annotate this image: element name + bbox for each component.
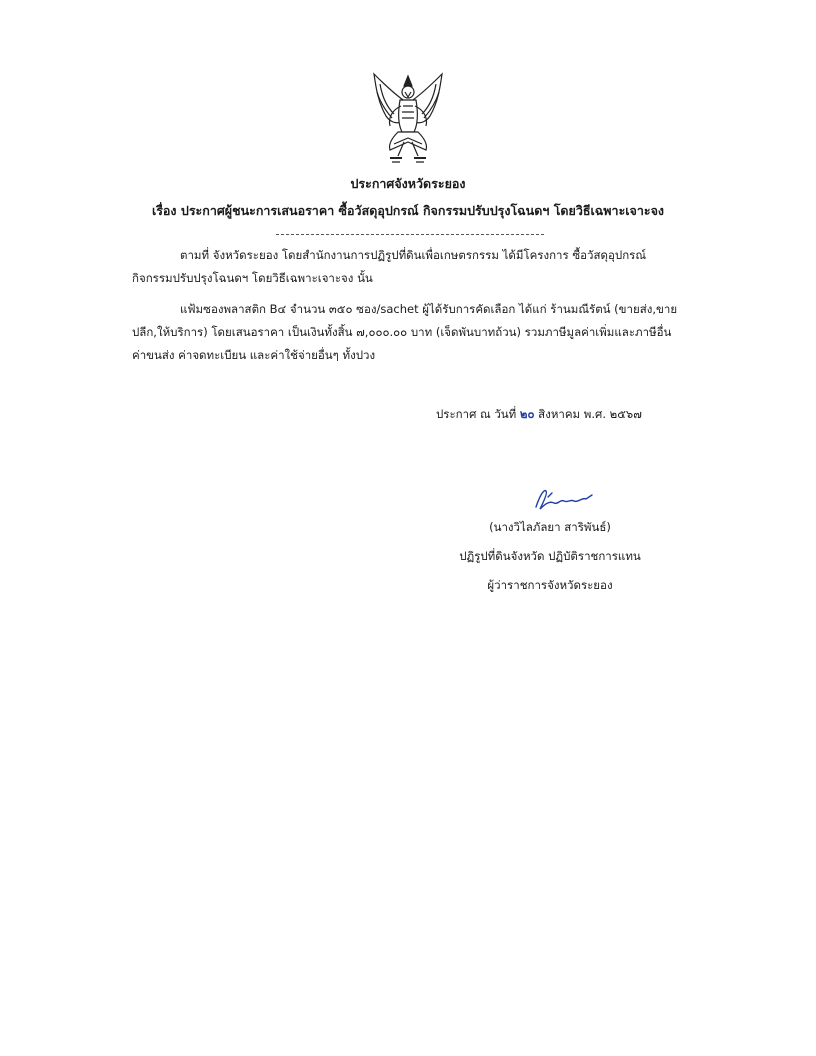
date-suffix: สิงหาคม พ.ศ. ๒๕๖๗ [534, 407, 642, 421]
paragraph-line: แฟ้มซองพลาสติก B๔ จำนวน ๓๕๐ ซอง/sachet ผู้ได้รับการคัดเลือก ได้แก่ ร้านมณีรัตน์ (ขายส่ง,ขาย [180, 302, 678, 316]
signatory-authority: ผู้ว่าราชการจังหวัดระยอง [487, 578, 613, 592]
announcement-date [436, 406, 642, 424]
signatory-name: (นางวิไลภัลยา สาริพันธ์) [489, 520, 611, 534]
body-paragraph-2 [132, 298, 692, 367]
divider [276, 234, 544, 235]
signature-block [430, 513, 670, 600]
signatory-position: ปฏิรูปที่ดินจังหวัด ปฏิบัติราชการแทน [459, 549, 641, 563]
handwritten-signature-icon [532, 487, 596, 513]
document-subject: เรื่อง ประกาศผู้ชนะการเสนอราคา ซื้อวัสดุอุปกรณ์ กิจกรรมปรับปรุงโฉนดฯ โดยวิธีเฉพาะเจาะจง [151, 203, 665, 218]
paragraph-line: ค่าขนส่ง ค่าจดทะเบียน และค่าใช้จ่ายอื่นๆ ทั้งปวง [132, 348, 376, 362]
paragraph-line: กิจกรรมปรับปรุงโฉนดฯ โดยวิธีเฉพาะเจาะจง นั้น [132, 271, 373, 285]
paragraph-line: ตามที่ จังหวัดระยอง โดยสำนักงานการปฏิรูปที่ดินเพื่อเกษตรกรรม ได้มีโครงการ ซื้อวัสดุอุปกรณ์ [180, 248, 647, 262]
document-title: ประกาศจังหวัดระยอง [350, 176, 466, 191]
body-paragraph-1 [132, 244, 692, 290]
date-day: ๒๐ [519, 407, 535, 421]
date-prefix: ประกาศ ณ วันที่ [436, 407, 520, 421]
garuda-emblem-icon [368, 72, 448, 168]
paragraph-line: ปลีก,ให้บริการ) โดยเสนอราคา เป็นเงินทั้งสิ้น ๗,๐๐๐.๐๐ บาท (เจ็ดพันบาทถ้วน) รวมภาษีมูลค่าเพิ่มและภาษีอื่น [132, 325, 672, 339]
